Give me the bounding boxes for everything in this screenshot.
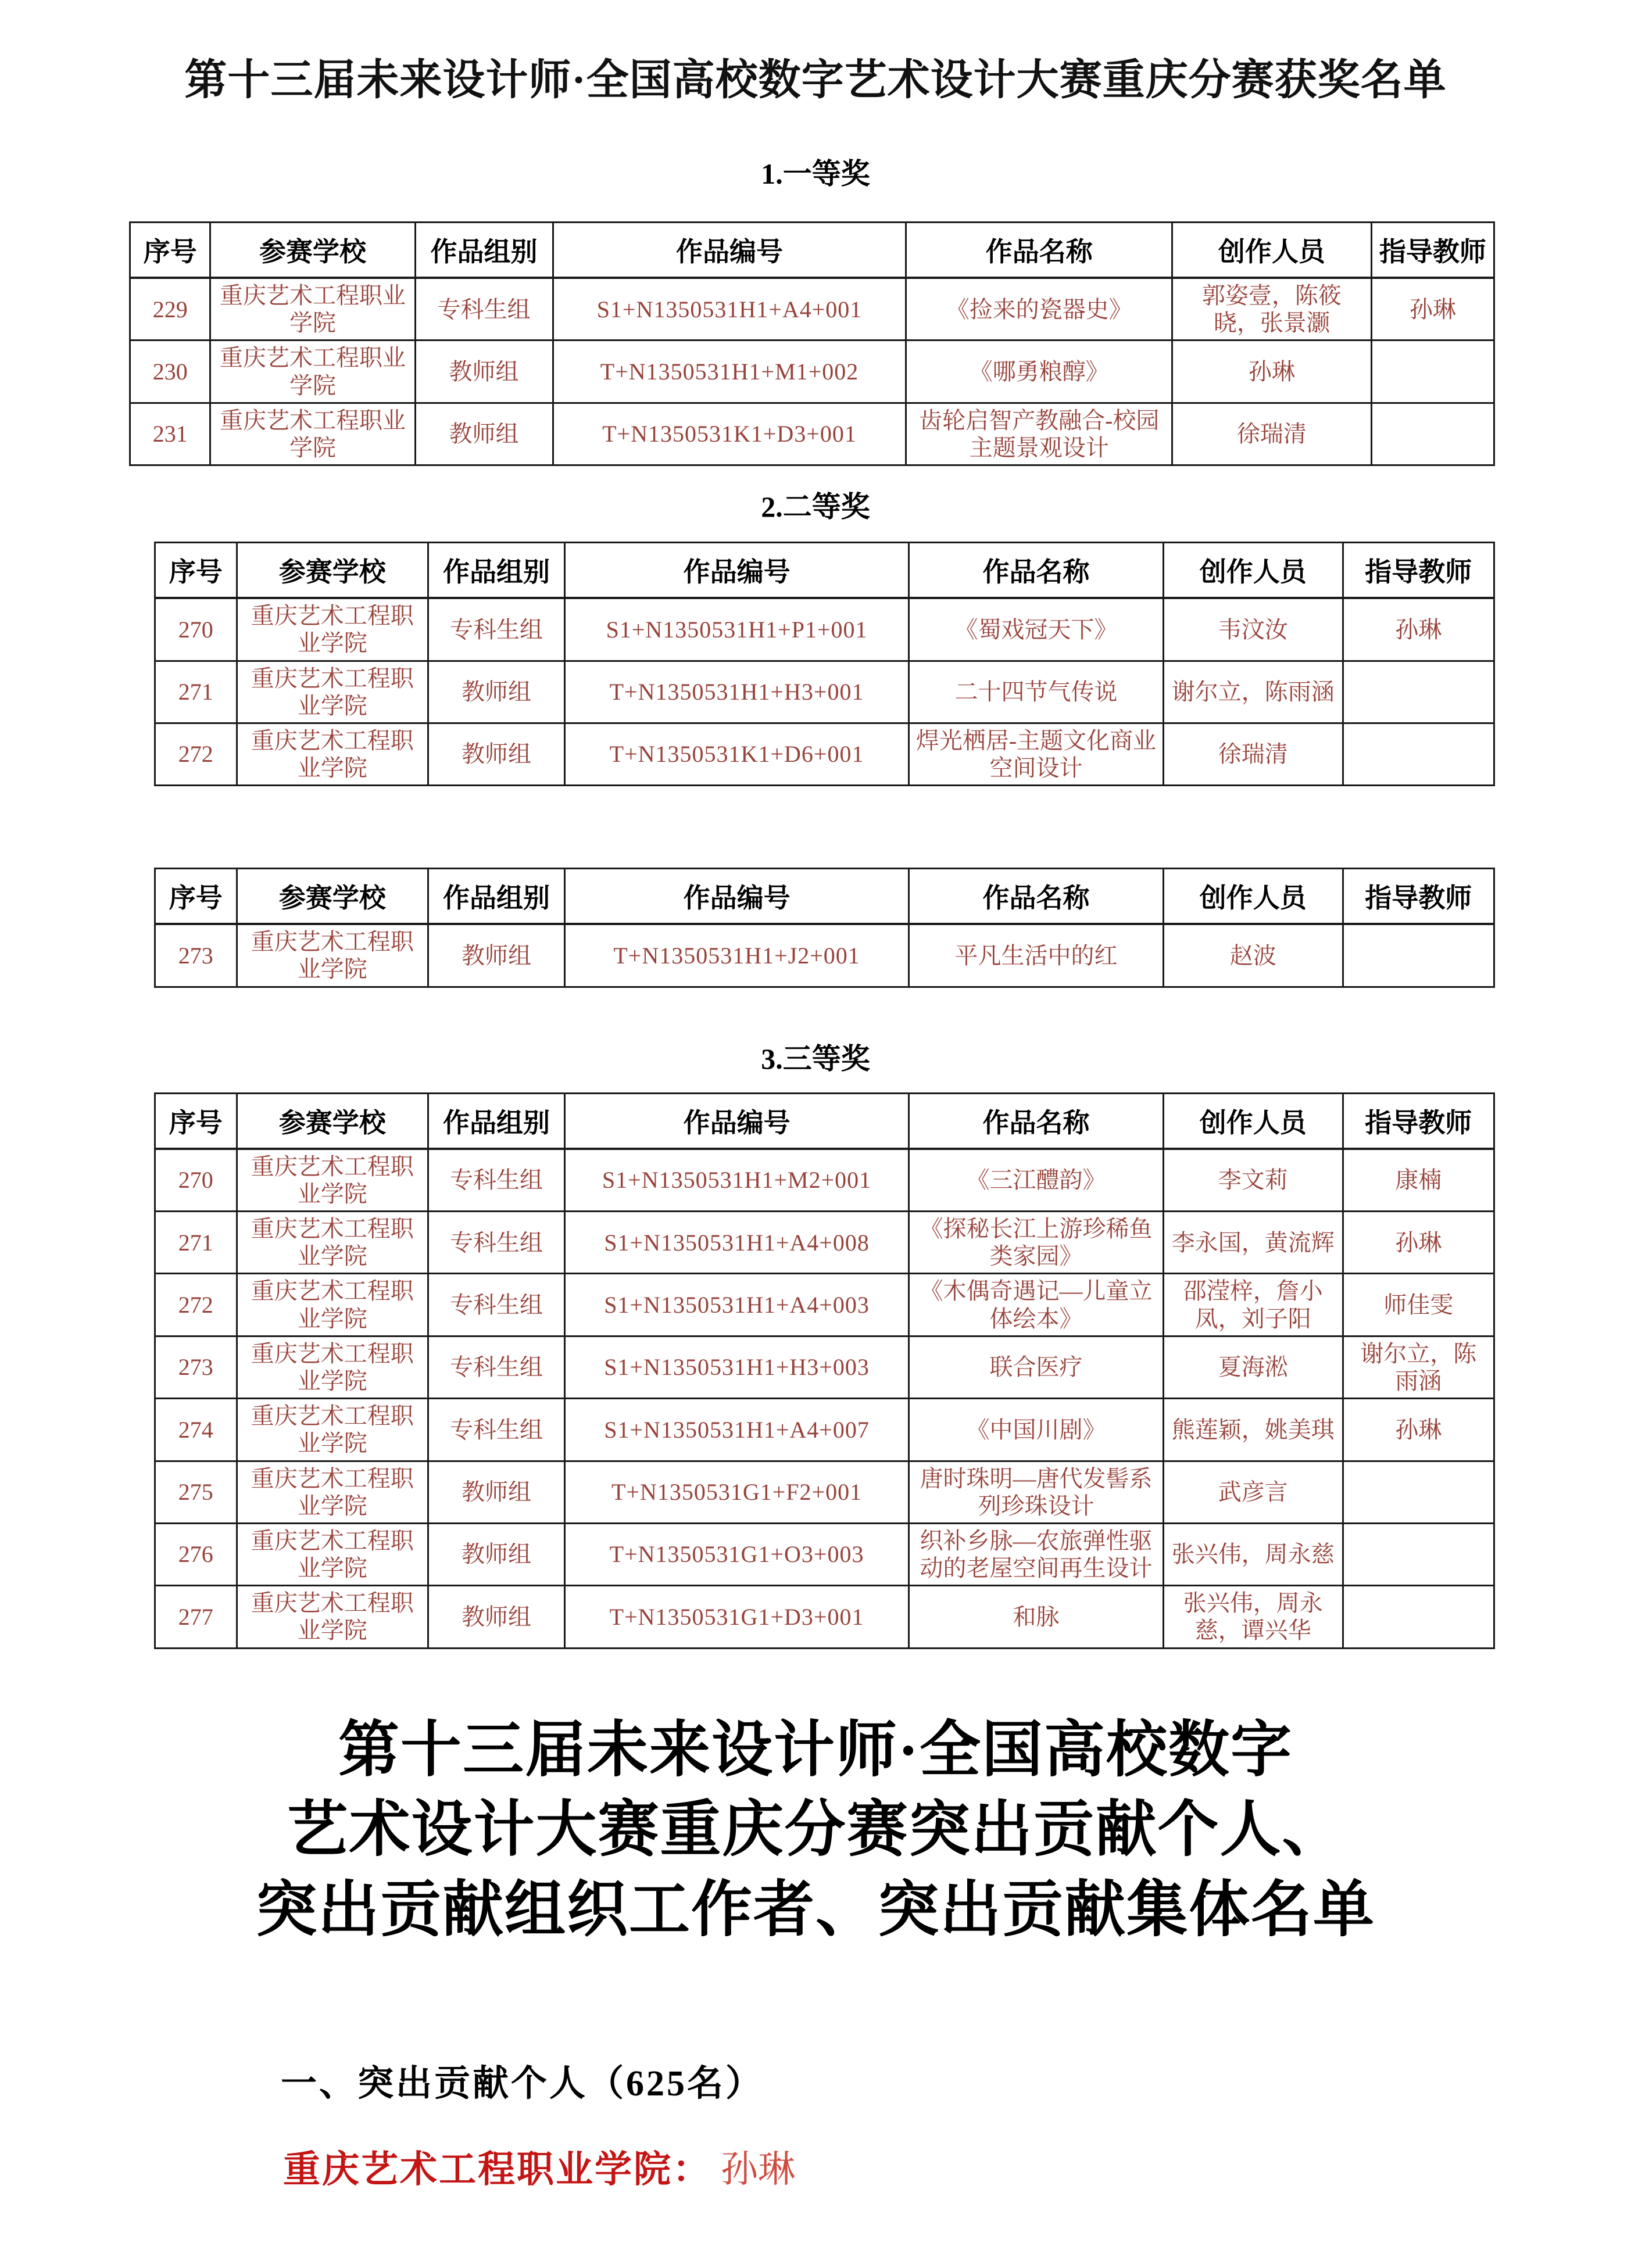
cell-no: 271 (155, 1212, 237, 1274)
column-header-creators: 创作人员 (1163, 869, 1343, 925)
cell-creators: 徐瑞清 (1163, 723, 1343, 785)
first-prize-table (129, 221, 1495, 466)
header-row (155, 543, 1494, 599)
cell-school: 重庆艺术工程职业学院 (237, 924, 428, 987)
table-row (155, 1149, 1494, 1212)
contribution-title-line: 突出贡献组织工作者、突出贡献集体名单 (255, 1875, 1375, 1944)
column-header-code: 作品编号 (565, 543, 909, 599)
cell-group: 专科生组 (428, 1399, 565, 1461)
column-header-title: 作品名称 (909, 1093, 1164, 1149)
column-header-school: 参赛学校 (237, 1093, 428, 1149)
column-header-code: 作品编号 (565, 1093, 909, 1149)
cell-school: 重庆艺术工程职业学院 (210, 403, 415, 465)
column-header-no: 序号 (155, 869, 237, 925)
cell-title: 《中国川剧》 (909, 1399, 1164, 1461)
cell-title: 联合医疗 (909, 1336, 1164, 1398)
column-header-title: 作品名称 (909, 869, 1164, 925)
table-header (155, 869, 1494, 925)
column-header-school: 参赛学校 (237, 543, 428, 599)
cell-teacher: 师佳雯 (1343, 1274, 1494, 1336)
cell-no: 229 (130, 278, 210, 341)
cell-no: 231 (130, 403, 210, 465)
cell-title: 平凡生活中的红 (909, 924, 1164, 987)
header-row (130, 223, 1494, 278)
cell-school: 重庆艺术工程职业学院 (237, 1212, 428, 1274)
cell-code: S1+N1350531H1+A4+001 (553, 278, 906, 341)
cell-code: S1+N1350531H1+A4+008 (565, 1212, 909, 1274)
table-row (155, 1399, 1494, 1461)
cell-no: 270 (155, 598, 237, 661)
column-header-teacher: 指导教师 (1371, 223, 1494, 278)
cell-teacher (1343, 1461, 1494, 1523)
cell-title: 二十四节气传说 (909, 661, 1164, 723)
cell-group: 专科生组 (428, 1149, 565, 1212)
cell-no: 273 (155, 1336, 237, 1398)
cell-no: 277 (155, 1586, 237, 1648)
second-prize-table-continued (154, 868, 1495, 987)
cell-code: S1+N1350531H1+H3+003 (565, 1336, 909, 1398)
column-header-group: 作品组别 (415, 223, 553, 278)
cell-code: S1+N1350531H1+A4+007 (565, 1399, 909, 1461)
cell-code: T+N1350531H1+J2+001 (565, 924, 909, 987)
cell-teacher: 孙琳 (1371, 278, 1494, 341)
cell-creators: 熊莲颖，姚美琪 (1163, 1399, 1343, 1461)
cell-no: 274 (155, 1399, 237, 1461)
table-row (155, 1586, 1494, 1648)
cell-teacher (1343, 661, 1494, 723)
column-header-school: 参赛学校 (210, 223, 415, 278)
cell-creators: 韦汶汝 (1163, 598, 1343, 661)
cell-group: 教师组 (428, 1461, 565, 1523)
cell-title: 《木偶奇遇记—儿童立体绘本》 (909, 1274, 1164, 1336)
table-body (155, 598, 1494, 786)
cell-school: 重庆艺术工程职业学院 (237, 1274, 428, 1336)
cell-no: 276 (155, 1523, 237, 1585)
cell-no: 272 (155, 1274, 237, 1336)
table-row (155, 1212, 1494, 1274)
cell-creators: 郭姿壹，陈筱晓，张景灏 (1172, 278, 1372, 341)
cell-creators: 邵滢梓，詹小凤，刘子阳 (1163, 1274, 1343, 1336)
cell-title: 和脉 (909, 1586, 1164, 1648)
school-name: 重庆艺术工程职业学院： (283, 2149, 711, 2191)
cell-title: 《哪勇粮醇》 (906, 341, 1172, 403)
column-header-code: 作品编号 (565, 869, 909, 925)
cell-code: T+N1350531G1+D3+001 (565, 1586, 909, 1648)
page-title: 第十三届未来设计师·全国高校数字艺术设计大赛重庆分赛获奖名单 (184, 56, 1447, 103)
cell-title: 《探秘长江上游珍稀鱼类家园》 (909, 1212, 1164, 1274)
cell-group: 专科生组 (428, 1274, 565, 1336)
cell-code: S1+N1350531H1+A4+003 (565, 1274, 909, 1336)
cell-creators: 徐瑞清 (1172, 403, 1372, 465)
cell-teacher (1343, 1523, 1494, 1585)
column-header-teacher: 指导教师 (1343, 869, 1494, 925)
awardee-name: 孙琳 (721, 2149, 795, 2191)
cell-title: 《蜀戏冠天下》 (909, 598, 1164, 661)
cell-code: T+N1350531K1+D3+001 (553, 403, 906, 465)
cell-creators: 李文莉 (1163, 1149, 1343, 1212)
cell-code: T+N1350531H1+H3+001 (565, 661, 909, 723)
section-label-second-prize: 2.二等奖 (761, 490, 870, 524)
column-header-title: 作品名称 (906, 223, 1172, 278)
cell-no: 275 (155, 1461, 237, 1523)
cell-teacher (1343, 723, 1494, 785)
cell-group: 专科生组 (428, 1336, 565, 1398)
table-row (155, 661, 1494, 723)
table-row (155, 1274, 1494, 1336)
table-header (130, 223, 1494, 278)
column-header-group: 作品组别 (428, 869, 565, 925)
cell-school: 重庆艺术工程职业学院 (237, 1586, 428, 1648)
column-header-teacher: 指导教师 (1343, 1093, 1494, 1149)
cell-teacher: 孙琳 (1343, 598, 1494, 661)
cell-group: 教师组 (428, 924, 565, 987)
cell-school: 重庆艺术工程职业学院 (237, 661, 428, 723)
column-header-no: 序号 (130, 223, 210, 278)
column-header-no: 序号 (155, 1093, 237, 1149)
cell-teacher (1343, 1586, 1494, 1648)
cell-teacher: 谢尔立，陈雨涵 (1343, 1336, 1494, 1398)
table-row (155, 1336, 1494, 1398)
table-row (130, 403, 1494, 465)
cell-school: 重庆艺术工程职业学院 (237, 1149, 428, 1212)
cell-group: 专科生组 (428, 598, 565, 661)
section-label-first-prize: 1.一等奖 (761, 157, 870, 190)
cell-code: S1+N1350531H1+M2+001 (565, 1149, 909, 1212)
table-header (155, 1093, 1494, 1149)
cell-creators: 夏海淞 (1163, 1336, 1343, 1398)
column-header-school: 参赛学校 (237, 869, 428, 925)
header-row (155, 1093, 1494, 1149)
cell-creators: 谢尔立，陈雨涵 (1163, 661, 1343, 723)
column-header-creators: 创作人员 (1172, 223, 1372, 278)
cell-teacher (1343, 924, 1494, 987)
table-body (155, 924, 1494, 987)
cell-group: 教师组 (428, 1586, 565, 1648)
cell-group: 教师组 (415, 341, 553, 403)
cell-title: 《三江醴韵》 (909, 1149, 1164, 1212)
cell-teacher (1371, 341, 1494, 403)
school-awardee-line (283, 2140, 1631, 2193)
cell-creators: 赵波 (1163, 924, 1343, 987)
table-body (155, 1149, 1494, 1649)
cell-school: 重庆艺术工程职业学院 (210, 278, 415, 341)
column-header-group: 作品组别 (428, 543, 565, 599)
cell-school: 重庆艺术工程职业学院 (210, 341, 415, 403)
cell-no: 271 (155, 661, 237, 723)
cell-code: S1+N1350531H1+P1+001 (565, 598, 909, 661)
cell-school: 重庆艺术工程职业学院 (237, 1336, 428, 1398)
table-row (155, 1523, 1494, 1585)
section-label-third-prize: 3.三等奖 (761, 1042, 870, 1075)
contribution-title-line: 艺术设计大赛重庆分赛突出贡献个人、 (287, 1796, 1344, 1864)
cell-title: 唐时珠明—唐代发髻系列珍珠设计 (909, 1461, 1164, 1523)
cell-creators: 张兴伟，周永慈 (1163, 1523, 1343, 1585)
cell-no: 270 (155, 1149, 237, 1212)
header-row (155, 869, 1494, 925)
cell-title: 齿轮启智产教融合-校园主题景观设计 (906, 403, 1172, 465)
table-row (155, 598, 1494, 661)
cell-teacher: 康楠 (1343, 1149, 1494, 1212)
column-header-title: 作品名称 (909, 543, 1164, 599)
cell-group: 教师组 (428, 723, 565, 785)
cell-teacher: 孙琳 (1343, 1212, 1494, 1274)
cell-code: T+N1350531K1+D6+001 (565, 723, 909, 785)
contribution-title-line: 第十三届未来设计师·全国高校数字 (338, 1715, 1293, 1784)
table-body (130, 278, 1494, 465)
cell-school: 重庆艺术工程职业学院 (237, 1523, 428, 1585)
table-row (155, 924, 1494, 987)
table-row (130, 278, 1494, 341)
cell-group: 教师组 (428, 1523, 565, 1585)
second-prize-table (154, 542, 1495, 786)
cell-title: 焊光栖居-主题文化商业空间设计 (909, 723, 1164, 785)
table-header (155, 543, 1494, 599)
cell-title: 《捡来的瓷器史》 (906, 278, 1172, 341)
cell-group: 专科生组 (428, 1212, 565, 1274)
cell-creators: 李永国，黄流辉 (1163, 1212, 1343, 1274)
cell-school: 重庆艺术工程职业学院 (237, 1461, 428, 1523)
cell-group: 教师组 (415, 403, 553, 465)
cell-code: T+N1350531H1+M1+002 (553, 341, 906, 403)
cell-school: 重庆艺术工程职业学院 (237, 723, 428, 785)
table-row (130, 341, 1494, 403)
cell-group: 教师组 (428, 661, 565, 723)
cell-code: T+N1350531G1+O3+003 (565, 1523, 909, 1585)
cell-creators: 武彦言 (1163, 1461, 1343, 1523)
cell-creators: 张兴伟，周永慈，谭兴华 (1163, 1586, 1343, 1648)
column-header-teacher: 指导教师 (1343, 543, 1494, 599)
cell-code: T+N1350531G1+F2+001 (565, 1461, 909, 1523)
column-header-no: 序号 (155, 543, 237, 599)
column-header-creators: 创作人员 (1163, 543, 1343, 599)
contribution-list-heading: 一、突出贡献个人（625名） (281, 2064, 764, 2104)
cell-no: 230 (130, 341, 210, 403)
cell-teacher: 孙琳 (1343, 1399, 1494, 1461)
cell-creators: 孙琳 (1172, 341, 1372, 403)
cell-teacher (1371, 403, 1494, 465)
table-row (155, 1461, 1494, 1523)
column-header-code: 作品编号 (553, 223, 906, 278)
cell-school: 重庆艺术工程职业学院 (237, 1399, 428, 1461)
cell-no: 273 (155, 924, 237, 987)
cell-no: 272 (155, 723, 237, 785)
cell-title: 织补乡脉—农旅弹性驱动的老屋空间再生设计 (909, 1523, 1164, 1585)
column-header-creators: 创作人员 (1163, 1093, 1343, 1149)
document-page (0, 45, 1631, 2193)
cell-school: 重庆艺术工程职业学院 (237, 598, 428, 661)
column-header-group: 作品组别 (428, 1093, 565, 1149)
cell-group: 专科生组 (415, 278, 553, 341)
contribution-title (0, 1710, 1631, 1950)
third-prize-table (154, 1092, 1495, 1649)
table-row (155, 723, 1494, 785)
